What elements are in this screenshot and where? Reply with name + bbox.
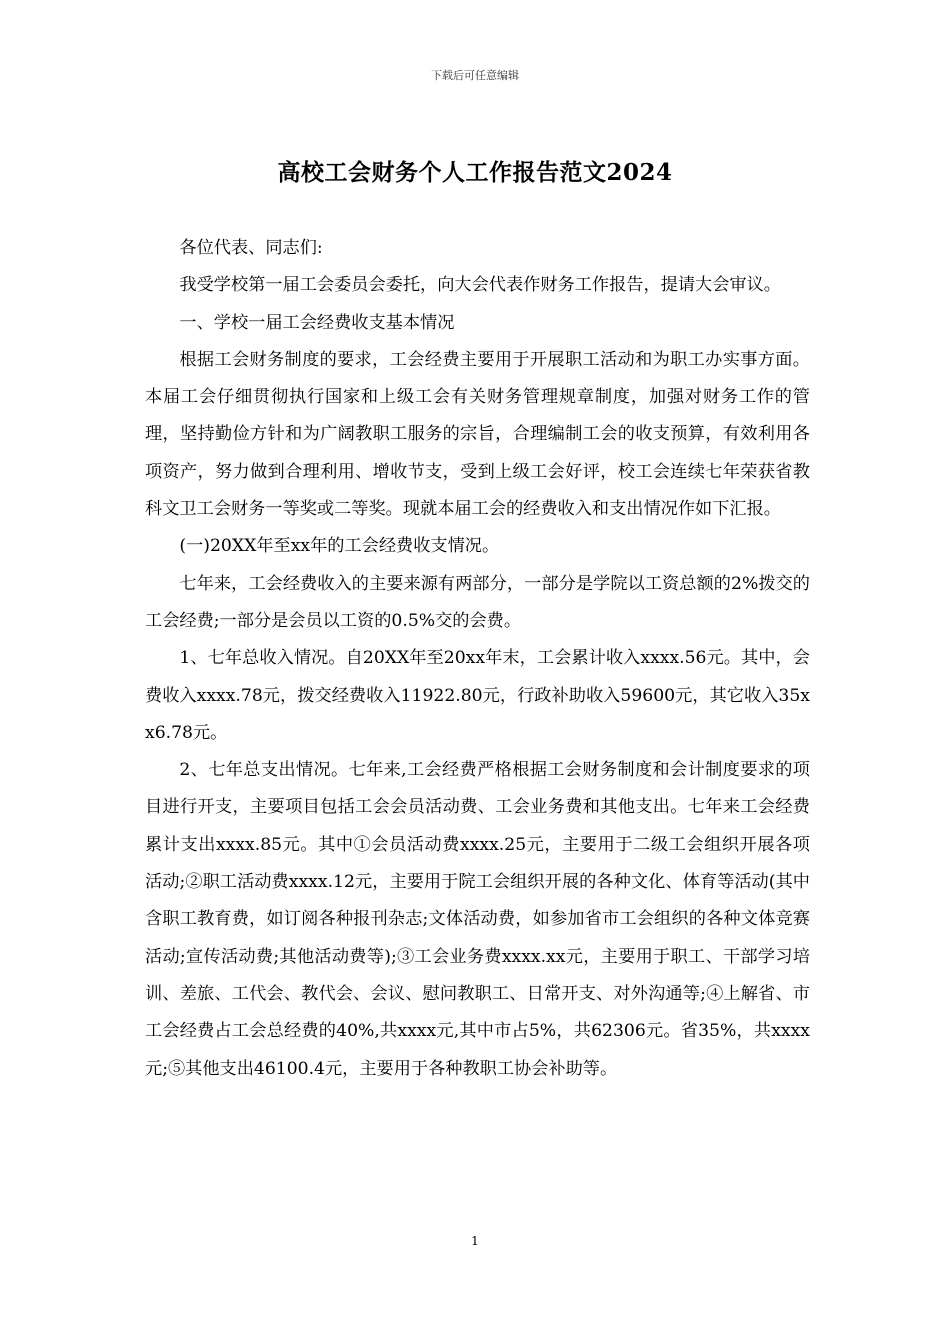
income-paragraph: 1、七年总收入情况。自20XX年至20xx年末，工会累计收入xxxx.56元。其中，会费收入xxxx.78元，拨交经费收入11922.80元，行政补助收入59600元，其它收入35xx6.78元。	[145, 648, 810, 743]
document-body	[145, 230, 810, 1088]
page-number: 1	[471, 1234, 479, 1248]
intro-paragraph: 我受学校第一届工会委员会委托，向大会代表作财务工作报告，提请大会审议。	[179, 275, 781, 296]
body-paragraph: 根据工会财务制度的要求，工会经费主要用于开展职工活动和为职工办实事方面。本届工会仔细贯彻执行国家和上级工会有关财务管理规章制度，加强对财务工作的管理，坚持勤俭方针和为广阔教职工服务的宗旨，合理编制工会的收支预算，有效利用各项资产，努力做到合理利用、增收节支，受到上级工会好评，校工会连续七年荣获省教科文卫工会财务一等奖或二等奖。现就本届工会的经费收入和支出情况作如下汇报。	[145, 349, 810, 520]
document-title: 高校工会财务个人工作报告范文2024	[277, 159, 673, 186]
page-header-note: 下载后可任意编辑	[431, 69, 519, 82]
section-heading: 一、学校一届工会经费收支基本情况	[179, 312, 455, 333]
subsection-heading: (一)20XX年至xx年的工会经费收支情况。	[179, 536, 500, 557]
expenditure-paragraph: 2、七年总支出情况。七年来,工会经费严格根据工会财务制度和会计制度要求的项目进行开支，主要项目包括工会会员活动费、工会业务费和其他支出。七年来工会经费累计支出xxxx.85元。其中①会员活动费xxxx.25元，主要用于二级工会组织开展各项活动;②职工活动费xxxx.12元，主要用于院工会组织开展的各种文化、体育等活动(其中含职工教育费，如订阅各种报刊杂志;文体活动费，如参加省市工会组织的各种文体竞赛活动;宣传活动费;其他活动费等);③工会业务费xxxx.xx元，主要用于职工、干部学习培训、差旅、工代会、教代会、会议、慰问教职工、日常开支、对外沟通等;④上解省、市工会经费占工会总经费的40%,共xxxx元,其中市占5%，共62306元。省35%，共xxxx元;⑤其他支出46100.4元，主要用于各种教职工协会补助等。	[145, 760, 810, 1079]
body-paragraph: 七年来，工会经费收入的主要来源有两部分，一部分是学院以工资总额的2%拨交的工会经费;一部分是会员以工资的0.5%交的会费。	[145, 573, 810, 631]
salutation-paragraph: 各位代表、同志们:	[179, 238, 323, 258]
